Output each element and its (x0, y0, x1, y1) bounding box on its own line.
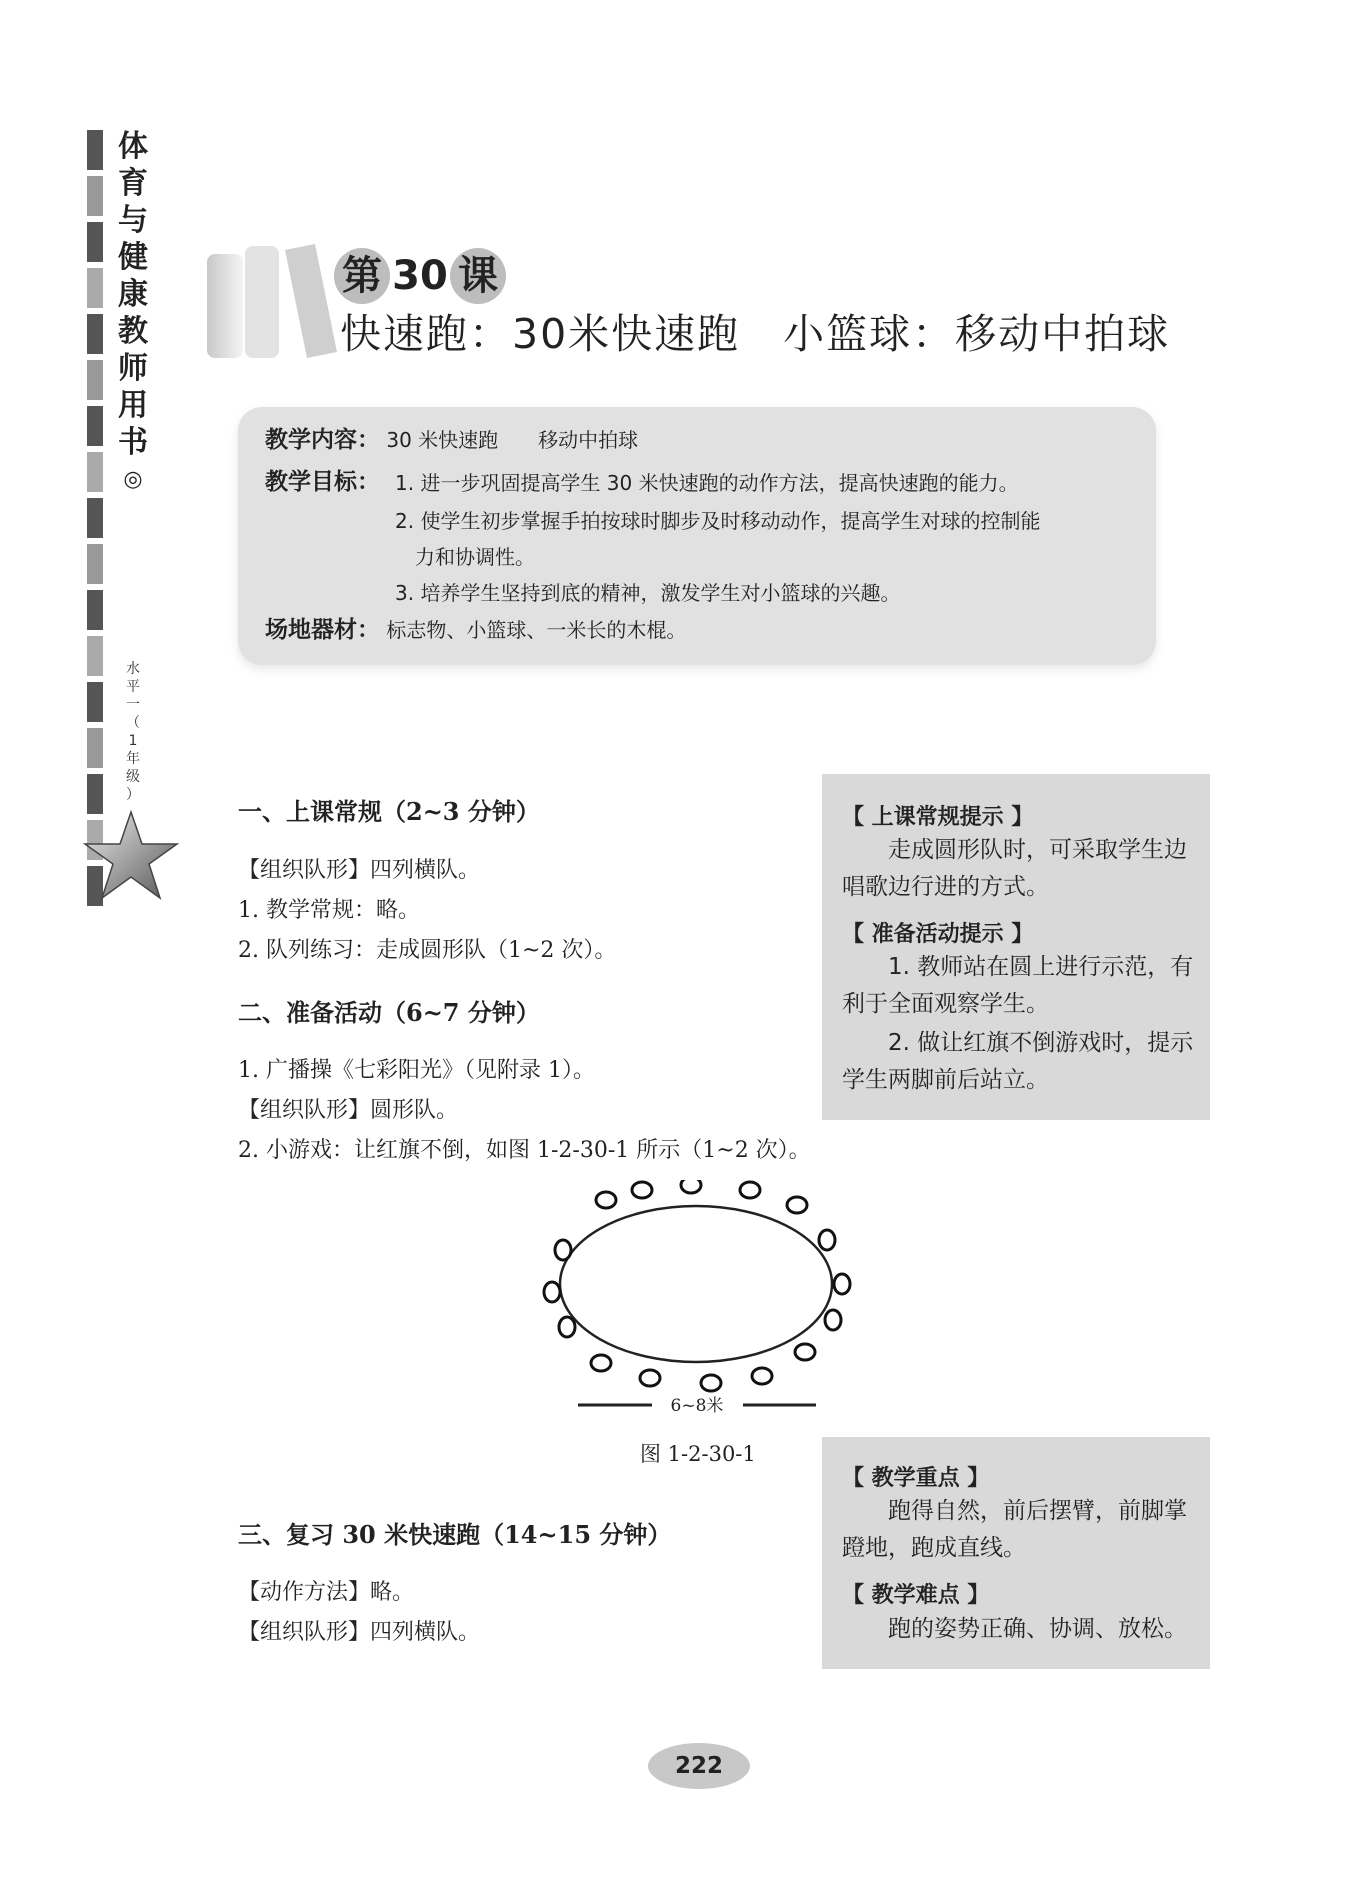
goal-line: 1. 进一步巩固提高学生 30 米快速跑的动作方法，提高快速跑的能力。 (395, 471, 1019, 495)
body-line: 2. 小游戏：让红旗不倒，如图 1-2-30-1 所示（1~2 次）。 (238, 1138, 811, 1163)
distance-label: 6~8米 (670, 1396, 724, 1416)
body-line: 2. 队列练习：走成圆形队（1~2 次）。 (238, 938, 617, 963)
student-marker (834, 1274, 850, 1294)
tip-box-key-points (822, 1437, 1210, 1669)
goal-line: 力和协调性。 (395, 545, 535, 569)
student-marker (559, 1317, 575, 1337)
tip-heading: 【 上课常规提示 】 (842, 805, 1034, 830)
student-marker (701, 1375, 721, 1391)
tip-box-routine (822, 774, 1210, 1120)
student-marker (555, 1240, 571, 1260)
grade-level-vertical: 水 平 一 （ 1 年 级 ） (126, 661, 140, 803)
student-marker (795, 1344, 815, 1360)
lesson-number: 第 30 课 (334, 245, 514, 307)
section-heading: 一、上课常规（2~3 分钟） (238, 797, 540, 826)
body-line: 1. 教学常规：略。 (238, 898, 420, 923)
student-markers (544, 1180, 850, 1391)
star-icon (83, 810, 179, 902)
lesson-info-box (238, 407, 1156, 665)
goals-label: 教学目标： (265, 469, 380, 495)
tip-heading: 【 准备活动提示 】 (842, 922, 1034, 947)
student-marker (740, 1182, 760, 1198)
page-number: 222 (648, 1743, 750, 1789)
section-heading: 三、复习 30 米快速跑（14~15 分钟） (238, 1520, 672, 1549)
tip-text: 2. 做让红旗不倒游戏时，提示学生两脚前后站立。 (842, 1030, 1194, 1093)
student-marker (819, 1230, 835, 1250)
student-marker (544, 1282, 560, 1302)
tip-text: 1. 教师站在圆上进行示范，有利于全面观察学生。 (842, 954, 1194, 1017)
tip-heading: 【 教学重点 】 (842, 1466, 990, 1491)
books-icon (203, 240, 343, 360)
student-marker (632, 1182, 652, 1198)
lesson-subtitle: 快速跑：30米快速跑 小篮球：移动中拍球 (340, 310, 1171, 358)
content-row: 教学内容： 30 米快速跑 移动中拍球 (265, 427, 639, 453)
body-line: 【组织队形】四列横队。 (238, 858, 481, 883)
student-marker (596, 1192, 616, 1208)
student-marker (591, 1355, 611, 1371)
student-marker (640, 1370, 660, 1386)
tip-text: 跑得自然，前后摆臂，前脚掌蹬地，跑成直线。 (842, 1498, 1187, 1561)
equipment-row: 场地器材： 标志物、小篮球、一米长的木棍。 (265, 617, 687, 643)
goal-line: 3. 培养学生坚持到底的精神，激发学生对小篮球的兴趣。 (395, 581, 901, 605)
body-line: 【组织队形】四列横队。 (238, 1620, 481, 1645)
section-heading: 二、准备活动（6~7 分钟） (238, 998, 540, 1027)
tip-text: 跑的姿势正确、协调、放松。 (888, 1616, 1187, 1642)
tip-heading: 【 教学难点 】 (842, 1583, 990, 1608)
body-line: 【组织队形】圆形队。 (238, 1098, 459, 1123)
body-line: 【动作方法】略。 (238, 1580, 415, 1605)
book-title-vertical: 体 育 与 健 康 教 师 用 书 ◎ (118, 129, 148, 492)
circle-formation-diagram (530, 1180, 860, 1420)
tip-text: 走成圆形队时，可采取学生边唱歌边行进的方式。 (842, 837, 1187, 900)
student-marker (787, 1197, 807, 1213)
body-line: 1. 广播操《七彩阳光》（见附录 1）。 (238, 1058, 595, 1083)
student-marker (752, 1368, 772, 1384)
student-marker (825, 1310, 841, 1330)
figure-caption: 图 1-2-30-1 (640, 1442, 756, 1466)
goal-line: 2. 使学生初步掌握手拍按球时脚步及时移动动作，提高学生对球的控制能 (395, 509, 1041, 533)
student-marker (681, 1180, 701, 1193)
